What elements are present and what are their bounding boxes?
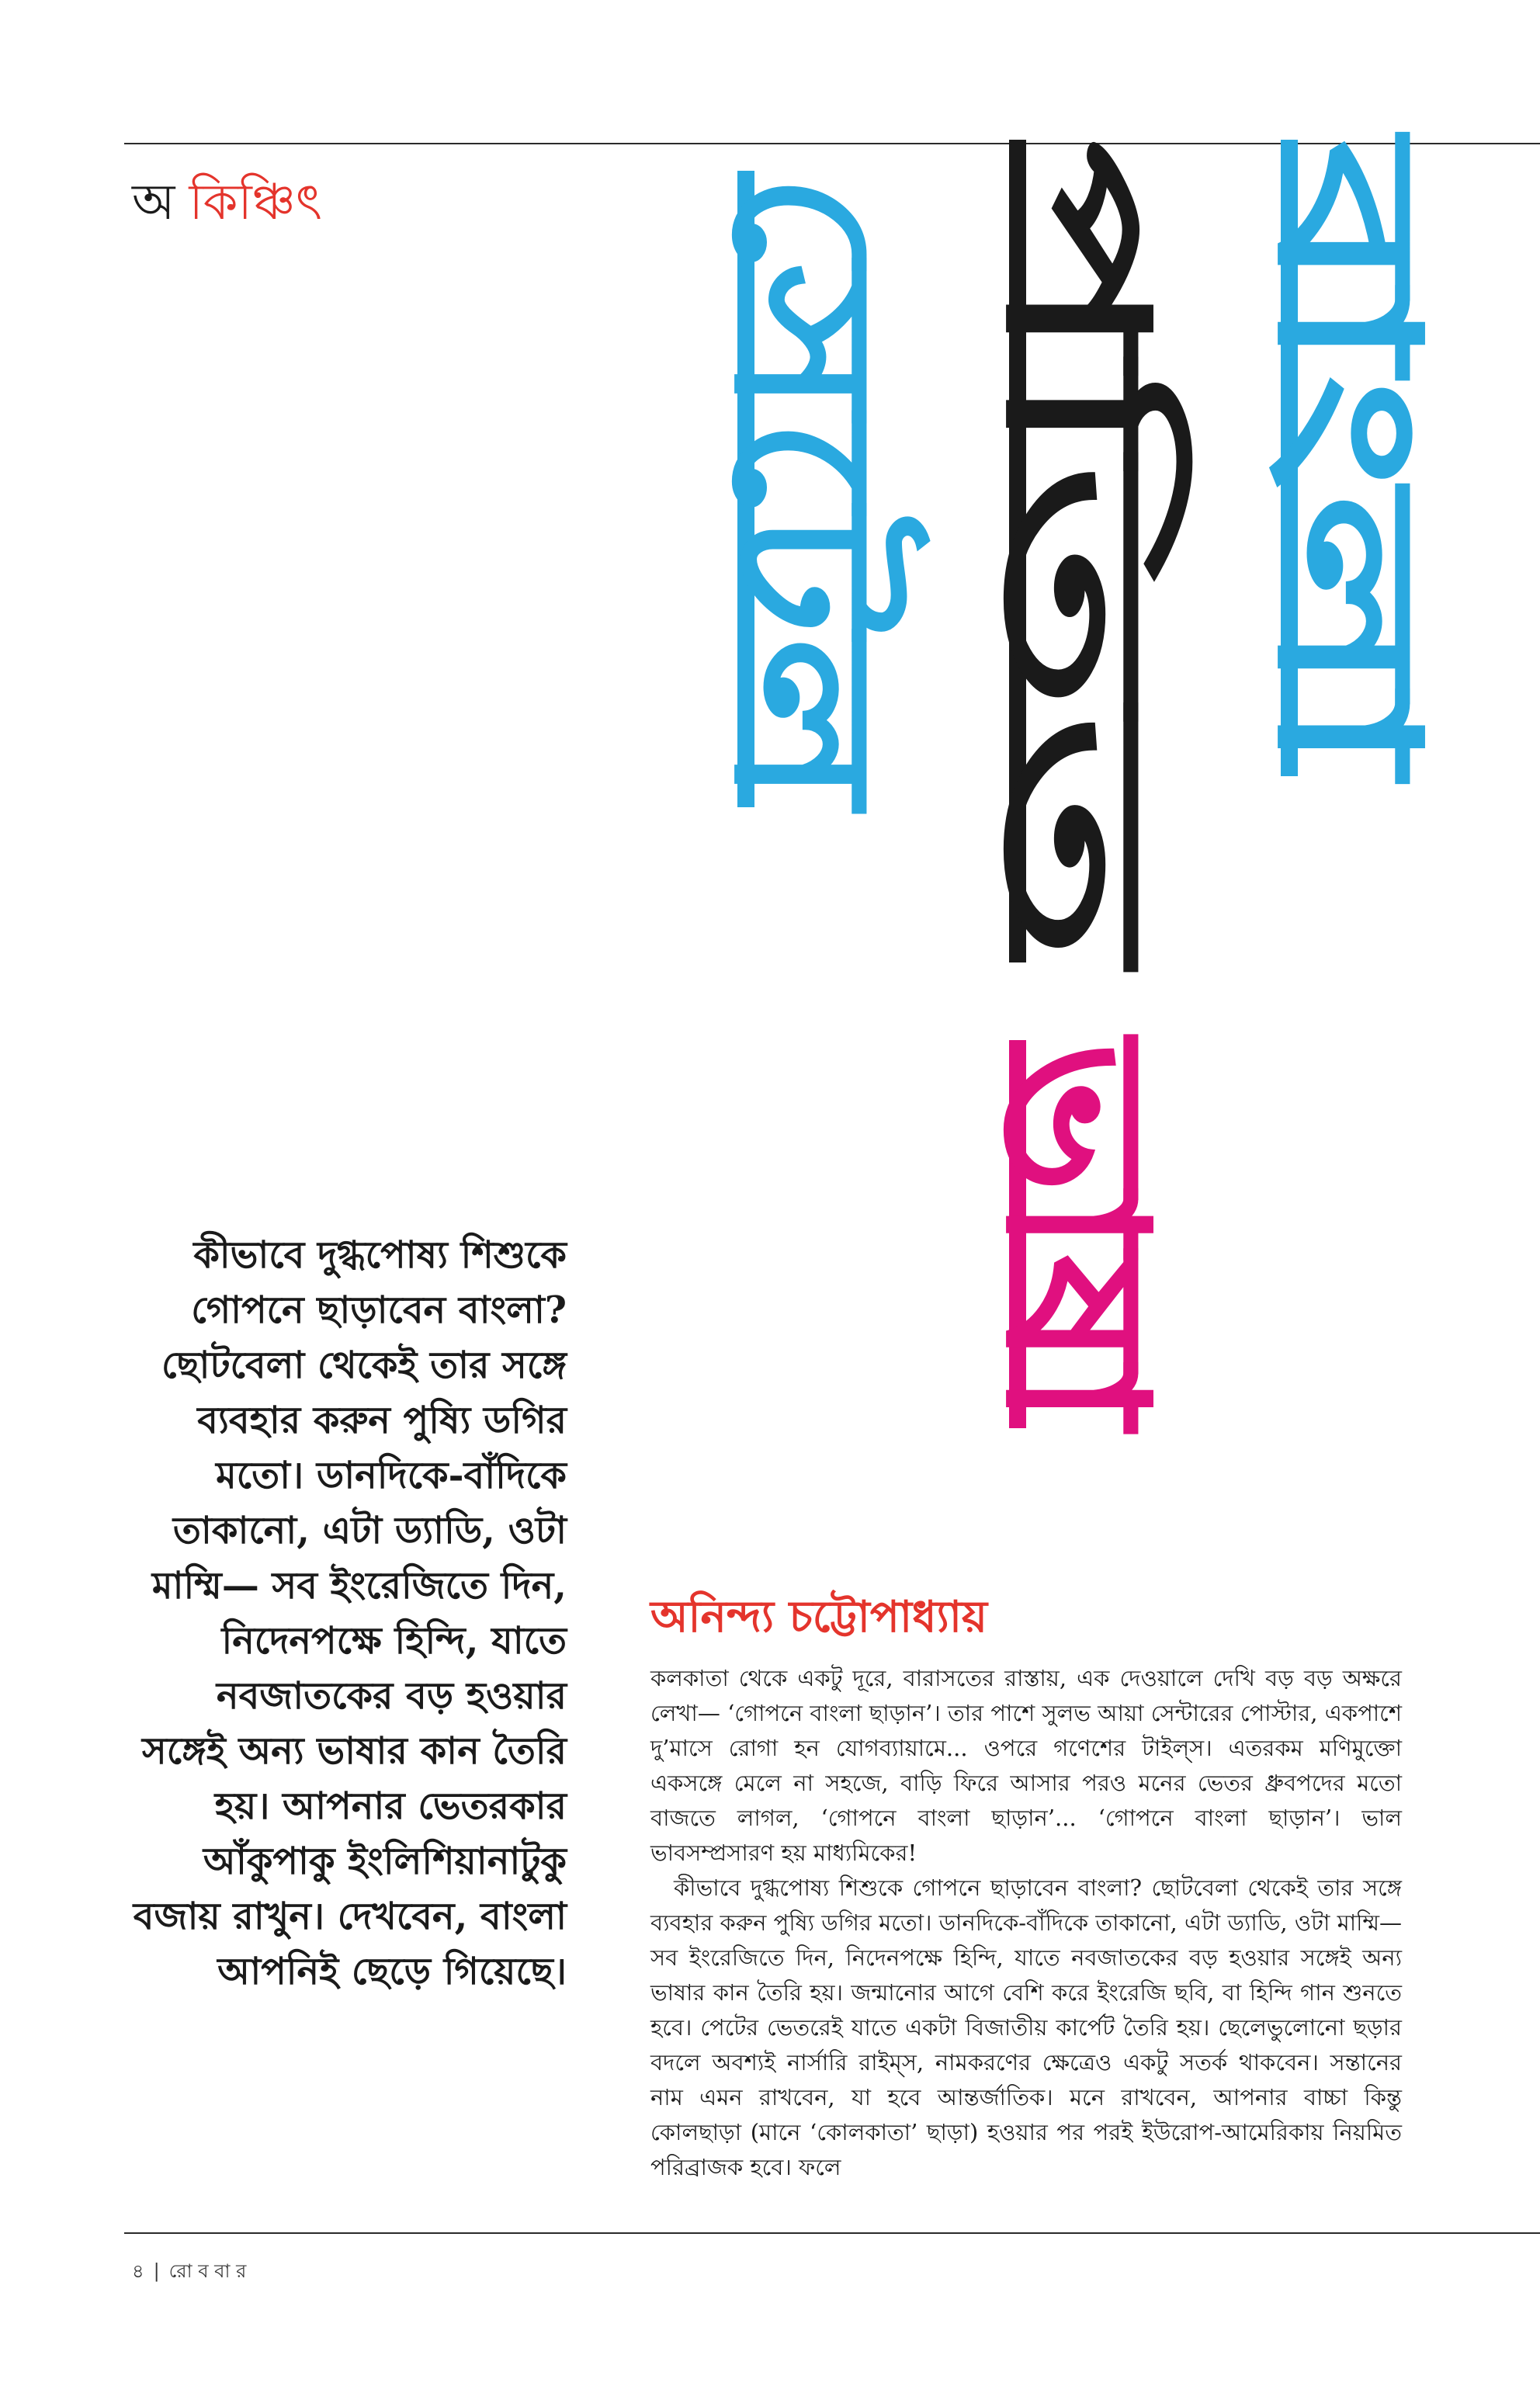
magazine-name: রো ব বা র [168, 2260, 247, 2282]
page-folio [132, 2257, 246, 2288]
body-paragraph: কীভাবে দুগ্ধপোষ্য শিশুকে গোপনে ছাড়াবেন বাংলা? ছোটবেলা থেকেই তার সঙ্গে ব্যবহার করুন পুষ্যি ডগির মতো। ডানদিকে-বাঁদিকে তাকানো, এটা ড্যাডি, ওটা মাম্মি— সব ইংরেজিতে দিন, নিদেনপক্ষে হিন্দি, যাতে নবজাতকের বড় হওয়ার সঙ্গেই অন্য ভাষার কান তৈরি হয়। জন্মানোর আগে বেশি করে ইংরেজি ছবি, বা হিন্দি গান শুনতে হবে। পেটের ভেতরেই যাতে একটা বিজাতীয় কার্পেট তৈরি হয়। ছেলেভুলোনো ছড়ার বদলে অবশ্যই নার্সারি রাইম্‌স, নামকরণের ক্ষেত্রেও একটু সতর্ক থাকবেন। সন্তানের নাম এমন রাখবেন, যা হবে আন্তর্জাতিক। মনে রাখবেন, আপনার বাচ্চা কিন্তু কোলছাড়া (মানে ‘কোলকাতা’ ছাড়া) হওয়ার পর পরই ইউরোপ-আমেরিকায় নিয়মিত পরিব্রাজক হবে। ফলে [650, 1875, 1402, 2180]
headline-word: পতিত [963, 140, 1189, 619]
bottom-rule [124, 2232, 1540, 2234]
headline-word: ভাষা [963, 1040, 1189, 1405]
section-name: কিঞ্চিৎ [189, 174, 322, 231]
headline-word: বাংলা [1235, 140, 1461, 589]
section-prefix: অ [132, 174, 175, 231]
section-label [132, 165, 322, 248]
headline-lettering [435, 140, 1461, 1459]
author-byline: অনিন্দ্য চট্টোপাধ্যায় [650, 1591, 987, 1642]
article-body [650, 1661, 1402, 2185]
deck-pullquote: কীভাবে দুগ্ধপোষ্য শিশুকে গোপনে ছাড়াবেন বাংলা? ছোটবেলা থেকেই তার সঙ্গে ব্যবহার করুন পুষ্যি ডগির মতো। ডানদিকে-বাঁদিকে তাকানো, এটা ড্যাডি, ওটা মাম্মি— সব ইংরেজিতে দিন, নিদেনপক্ষে হিন্দি, যাতে নবজাতকের বড় হওয়ার সঙ্গেই অন্য ভাষার কান তৈরি হয়। আপনার ভেতরকার আঁকুপাকু ইংলিশিয়ানাটুকু বজায় রাখুন। দেখবেন, বাংলা আপনিই ছেড়ে গিয়েছে। [133, 1233, 567, 1993]
folio-separator: | [153, 2260, 160, 2282]
page-number: ৪ [132, 2260, 144, 2282]
body-paragraph: কলকাতা থেকে একটু দূরে, বারাসতের রাস্তায়, এক দেওয়ালে দেখি বড় বড় অক্ষরে লেখা— ‘গোপনে বাংলা ছাড়ান’। তার পাশে সুলভ আয়া সেন্টারের পোস্টার, একপাশে দু’মাসে রোগা হন যোগব্যায়ামে... ওপরে গণেশের টাইল্‌স। এতরকম মণিমুক্তো একসঙ্গে মেলে না সহজে, বাড়ি ফিরে আসার পরও মনের ভেতর ধ্রুবপদের মতো বাজতে লাগল, ‘গোপনে বাংলা ছাড়ান’... ‘গোপনে বাংলা ছাড়ান’। ভাল ভাবসম্প্রসারণ হয় মাধ্যমিকের! [650, 1665, 1402, 1866]
headline-word: সেটেল [692, 171, 917, 706]
